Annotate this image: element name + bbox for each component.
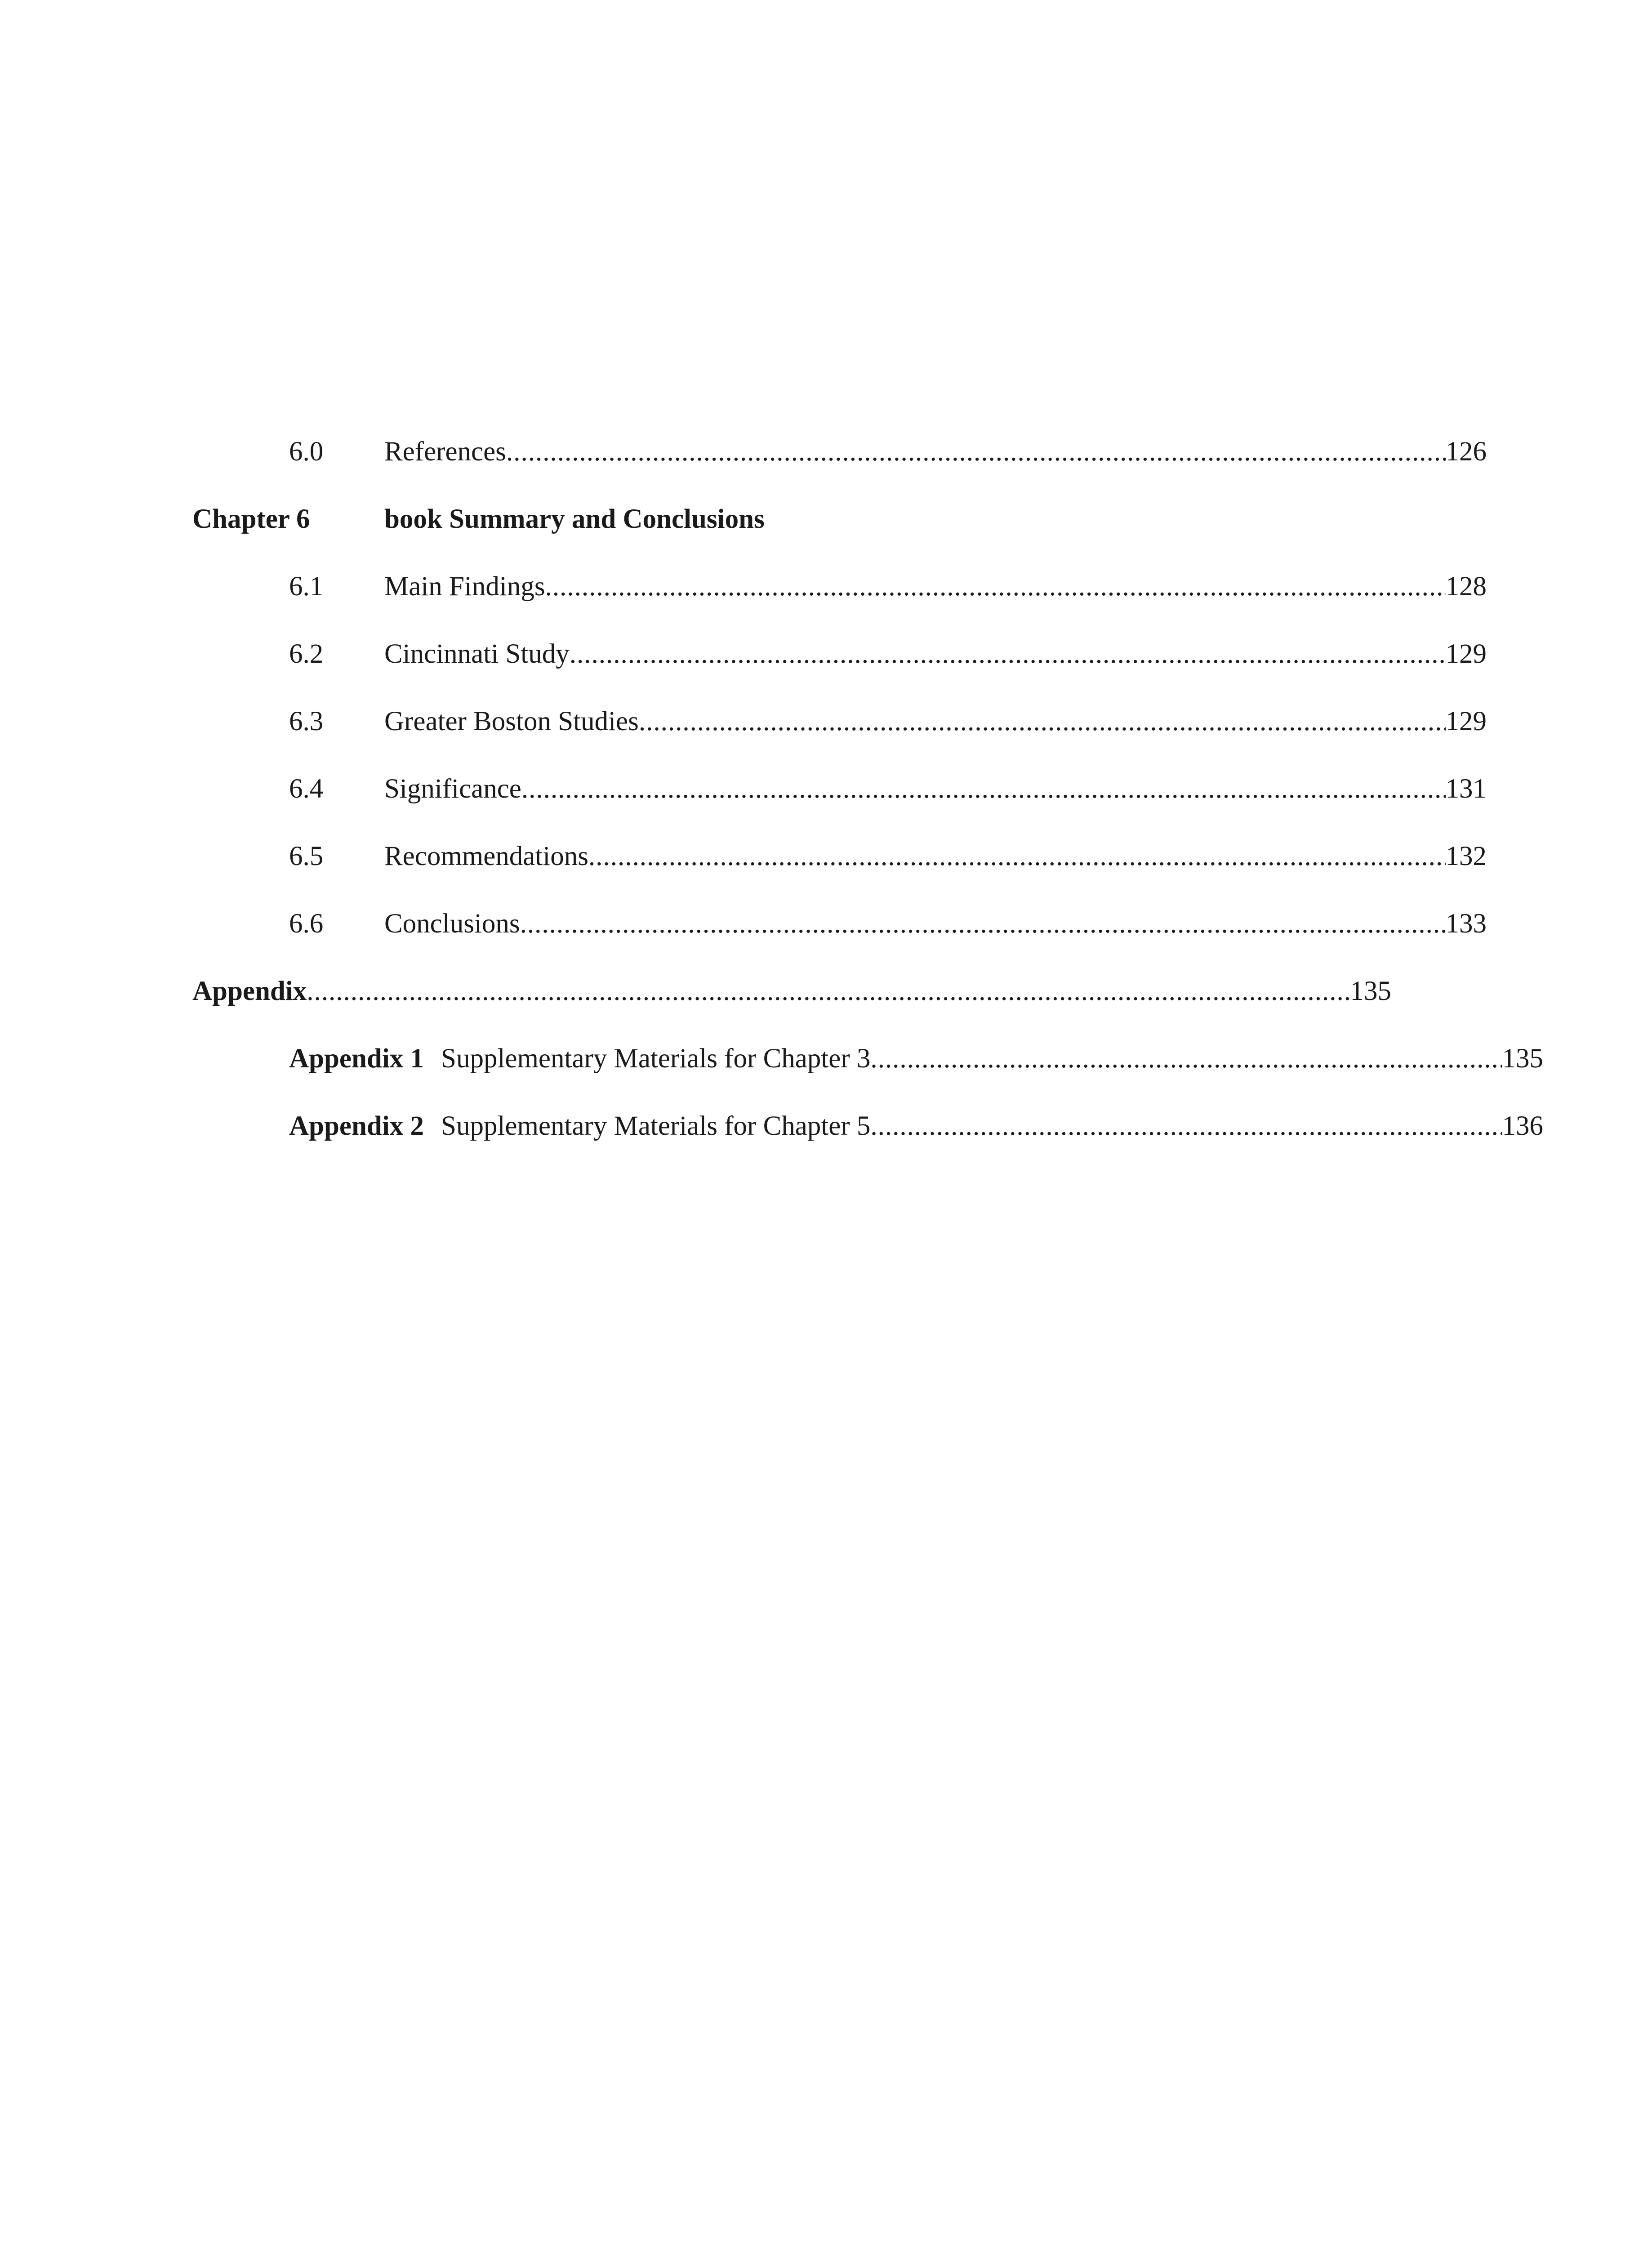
toc-entry-page: 132 (1445, 841, 1487, 871)
toc-entry-page: 135 (1350, 976, 1391, 1006)
dot-leader (870, 1041, 1502, 1077)
toc-entry-title: Recommendations (384, 841, 589, 871)
toc-chapter-heading (192, 501, 1391, 537)
toc-entry-number: 6.4 (289, 774, 324, 804)
toc-entry-title: Appendix (192, 976, 307, 1006)
toc-entry-number: 6.0 (289, 437, 324, 467)
toc-entry-title: Greater Boston Studies (384, 706, 639, 736)
toc-entry-appendix (192, 973, 1391, 1009)
toc-entry-number: 6.3 (289, 706, 324, 736)
toc-entry-page: 129 (1445, 639, 1487, 669)
toc-entry (289, 839, 1487, 874)
appendix-label: Appendix 1 (289, 1044, 424, 1074)
dot-leader (870, 1108, 1502, 1144)
toc-entry-title: Supplementary Materials for Chapter 3 (441, 1044, 871, 1074)
toc-entry (289, 771, 1487, 807)
toc-entry-title: Conclusions (384, 909, 520, 939)
toc-entry-title: References (384, 437, 506, 467)
dot-leader (570, 636, 1446, 672)
dot-leader (521, 771, 1446, 807)
toc-entry-number: 6.1 (289, 571, 324, 602)
toc-entry-number: 6.6 (289, 909, 324, 939)
toc-entry (289, 636, 1487, 672)
toc-entry-page: 135 (1502, 1044, 1544, 1074)
toc-entry-page: 131 (1445, 774, 1487, 804)
toc-entry-title: Supplementary Materials for Chapter 5 (441, 1111, 871, 1141)
toc-entry-number: 6.5 (289, 841, 324, 871)
dot-leader (639, 704, 1446, 740)
dot-leader (588, 839, 1445, 874)
dot-leader (545, 569, 1446, 605)
toc-entry-title: Significance (384, 774, 521, 804)
toc-entry (289, 906, 1487, 942)
dot-leader (307, 973, 1350, 1009)
dot-leader (506, 434, 1446, 470)
toc-entry-title: Cincinnati Study (384, 639, 570, 669)
toc-entry-page: 126 (1445, 437, 1487, 467)
toc-entry-page: 133 (1445, 909, 1487, 939)
toc-entry-page: 128 (1445, 571, 1487, 602)
toc-entry-title: Main Findings (384, 571, 545, 602)
toc-entry-appendix-item (289, 1108, 1544, 1144)
toc-entry-appendix-item (289, 1041, 1544, 1077)
appendix-label: Appendix 2 (289, 1111, 424, 1141)
toc-entry-number: 6.2 (289, 639, 324, 669)
chapter-label: Chapter 6 (192, 504, 310, 534)
dot-leader (520, 906, 1446, 942)
chapter-title: book Summary and Conclusions (384, 504, 765, 534)
toc-entry (289, 704, 1487, 740)
toc-entry-references (289, 434, 1487, 470)
toc-entry-page: 129 (1445, 706, 1487, 736)
toc-entry-page: 136 (1502, 1111, 1544, 1141)
toc-entry (289, 569, 1487, 605)
